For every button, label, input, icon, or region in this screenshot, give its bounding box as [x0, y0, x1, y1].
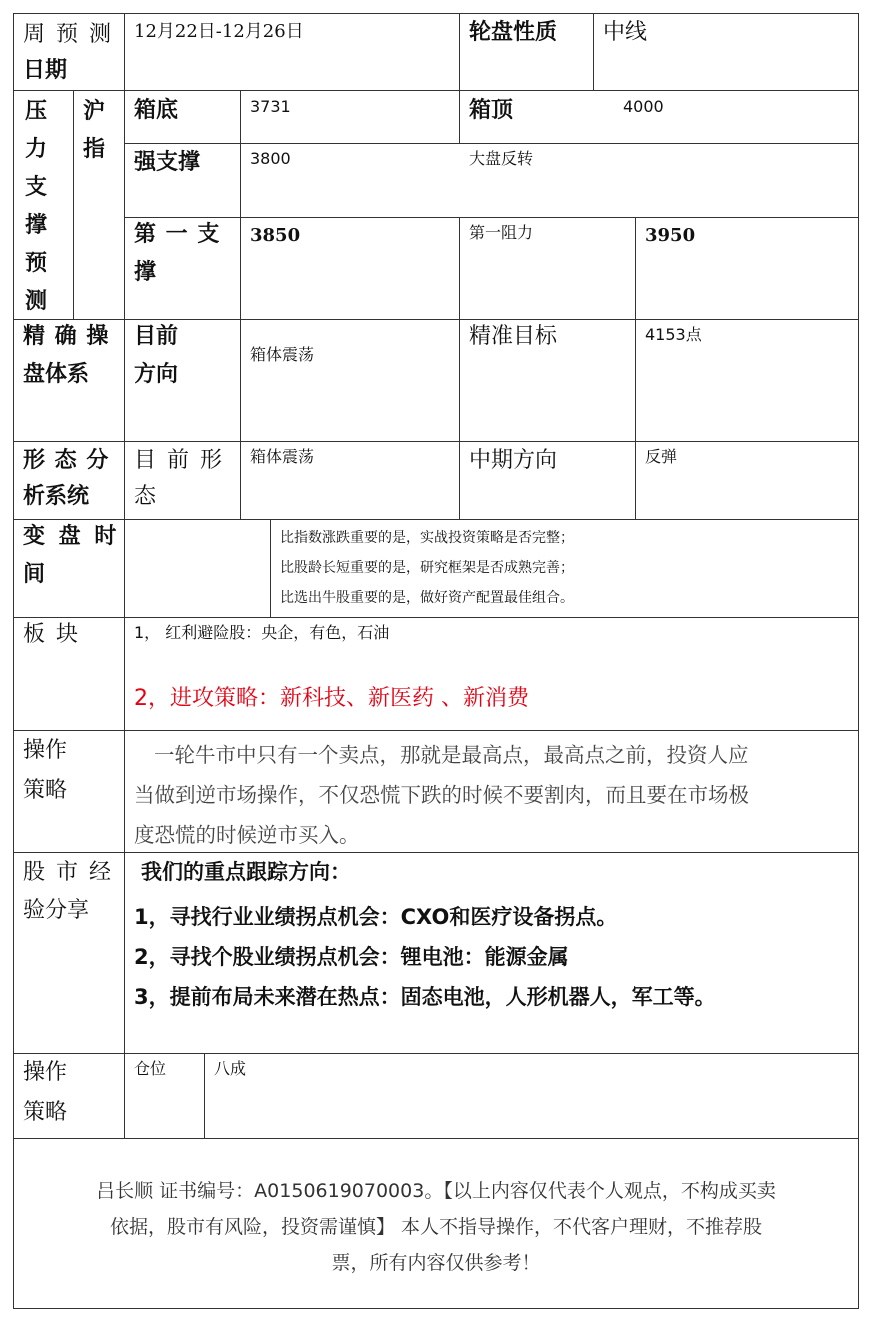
col-divider — [593, 13, 594, 90]
strategy-text — [134, 735, 850, 855]
current-shape-label: 目 前 形 — [134, 448, 224, 473]
disclaimer-line: 票，所有内容仅供参考！ — [331, 1252, 541, 1274]
section-char: 测 — [24, 289, 47, 314]
strategy-label-2: 策略 — [23, 778, 68, 803]
precise-label: 精 确 操 — [23, 324, 110, 349]
turning-notes — [280, 523, 574, 613]
strategy-line: 一轮牛市中只有一个卖点，那就是最高点，最高点之前，投资人应 — [154, 743, 749, 767]
row-divider — [124, 143, 859, 144]
row-divider — [13, 1138, 859, 1139]
first-resistance-label: 第一阻力 — [469, 223, 534, 242]
forecast-table — [13, 13, 859, 1309]
direction-label: 目前 — [134, 324, 179, 349]
week-label: 周 预 测 — [23, 22, 113, 47]
midterm-value: 反弹 — [645, 447, 678, 466]
row-divider — [13, 519, 859, 520]
turning-note: 比指数涨跌重要的是，实战投资策略是否完整； — [280, 530, 574, 546]
turning-label: 变 盘 时 — [23, 524, 120, 549]
target-value: 4153点 — [645, 325, 702, 344]
row-divider — [124, 217, 859, 218]
first-resistance-value: 3950 — [645, 225, 696, 246]
current-shape-value: 箱体震荡 — [250, 447, 315, 466]
col-divider — [240, 90, 241, 519]
row-divider — [13, 319, 859, 320]
row-divider — [13, 617, 859, 618]
col-divider — [459, 13, 460, 90]
col-divider — [459, 90, 460, 143]
turning-note: 比选出牛股重要的是，做好资产配置最佳组合。 — [280, 590, 574, 606]
market-note: 大盘反转 — [469, 149, 534, 168]
col-divider — [270, 519, 271, 617]
target-label: 精准目标 — [469, 324, 558, 349]
turning-note: 比股龄长短重要的是，研究框架是否成熟完善； — [280, 560, 574, 576]
section-char: 力 — [24, 137, 47, 162]
box-bottom-value: 3731 — [250, 97, 291, 116]
disclaimer-line: 吕长顺 证书编号：A0150619070003。【以上内容仅代表个人观点，不构成买卖 — [96, 1180, 776, 1202]
table-border — [13, 13, 859, 1309]
row-divider — [13, 90, 859, 91]
section-char: 撑 — [24, 213, 47, 238]
turning-label-2: 间 — [23, 562, 46, 587]
first-support-label-2: 撑 — [134, 260, 157, 285]
sector-line-1: 1， 红利避险股：央企，有色，石油 — [134, 623, 390, 642]
section-char: 预 — [24, 251, 47, 276]
list-item: 2，寻找个股业绩拐点机会：锂电池：能源金属 — [134, 945, 569, 969]
nature-label: 轮盘性质 — [469, 20, 558, 45]
midterm-label: 中期方向 — [469, 448, 558, 473]
precise-label-2: 盘体系 — [23, 362, 90, 387]
experience-label-2: 验分享 — [23, 898, 90, 923]
pattern-label: 形 态 分 — [23, 448, 110, 473]
disclaimer-line: 依据，股市有风险，投资需谨慎】 本人不指导操作，不代客户理财，不推荐股 — [109, 1216, 763, 1238]
section-char: 压 — [24, 99, 47, 124]
list-item: 3，提前布局未来潜在热点：固态电池，人形机器人，军工等。 — [134, 985, 716, 1009]
strategy-line: 度恐慌的时候逆市买入。 — [134, 823, 360, 847]
disclaimer — [13, 1173, 859, 1281]
date-value: 12月22日-12月26日 — [134, 21, 304, 42]
row-divider — [13, 730, 859, 731]
row-divider — [13, 1053, 859, 1054]
sector-label: 板 块 — [23, 622, 80, 647]
section-char: 支 — [24, 175, 47, 200]
col-divider — [635, 217, 636, 519]
col-divider — [73, 90, 74, 319]
first-support-value: 3850 — [250, 225, 301, 246]
tracking-heading: 我们的重点跟踪方向： — [141, 860, 351, 884]
current-shape-label-2: 态 — [134, 484, 157, 509]
index-char: 指 — [82, 137, 105, 162]
direction-label-2: 方向 — [134, 362, 179, 387]
box-top-value: 4000 — [623, 97, 664, 116]
date-label: 日期 — [23, 58, 68, 83]
row-divider — [13, 441, 859, 442]
strong-support-value: 3800 — [250, 149, 291, 168]
position-section-label-2: 策略 — [23, 1100, 68, 1125]
col-divider — [124, 13, 125, 1138]
pattern-label-2: 析系统 — [23, 484, 90, 509]
box-top-label: 箱顶 — [469, 98, 514, 123]
nature-value: 中线 — [603, 20, 648, 45]
box-bottom-label: 箱底 — [134, 98, 179, 123]
experience-label: 股 市 经 — [23, 860, 113, 885]
list-item: 1，寻找行业业绩拐点机会：CXO和医疗设备拐点。 — [134, 905, 618, 929]
position-section-label: 操作 — [23, 1060, 68, 1085]
strong-support-label: 强支撑 — [134, 150, 201, 175]
strategy-label: 操作 — [23, 738, 68, 763]
index-char: 沪 — [82, 99, 105, 124]
col-divider — [204, 1053, 205, 1138]
first-support-label: 第 一 支 — [134, 222, 221, 247]
tracking-list — [134, 897, 716, 1017]
position-value: 八成 — [214, 1059, 247, 1078]
sector-line-2: 2，进攻策略：新科技、新医药 、新消费 — [134, 686, 529, 711]
direction-value: 箱体震荡 — [250, 345, 315, 364]
col-divider — [459, 217, 460, 519]
position-label: 仓位 — [134, 1059, 167, 1078]
strategy-line: 当做到逆市场操作，不仅恐慌下跌的时候不要割肉，而且要在市场极 — [134, 783, 749, 807]
